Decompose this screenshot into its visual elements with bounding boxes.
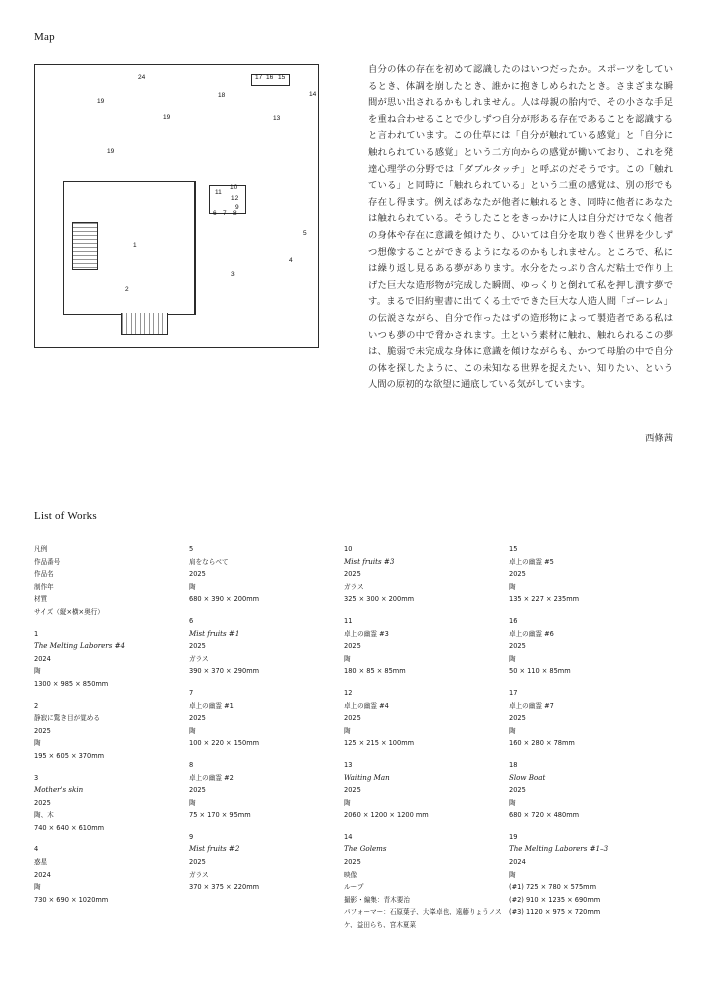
work-detail-line: 2025 bbox=[189, 642, 206, 651]
work-detail-line: 惑星 bbox=[34, 858, 48, 867]
work-detail-line: 125 × 215 × 100mm bbox=[344, 739, 415, 748]
work-entry-15 bbox=[509, 543, 674, 606]
work-detail-line: 陶 bbox=[34, 739, 41, 748]
essay-signature: 西條茜 bbox=[645, 433, 673, 444]
map-marker-19: 19 bbox=[163, 114, 171, 121]
works-column-1 bbox=[34, 543, 189, 941]
work-number: 13 bbox=[344, 760, 353, 769]
work-detail-line: 卓上の幽霊 #2 bbox=[189, 773, 234, 782]
work-detail-line: 2025 bbox=[509, 570, 526, 579]
work-detail-line: Mist fruits #3 bbox=[344, 556, 395, 566]
work-detail-line: パフォーマー：石原葉子、大峯卓也、遠藤りょうノスケ、益田らち、宮木夏菜 bbox=[344, 908, 502, 930]
work-number: 17 bbox=[509, 688, 518, 697]
work-number: 10 bbox=[344, 545, 353, 553]
work-entry-4 bbox=[34, 843, 189, 906]
work-detail-line: ガラス bbox=[344, 582, 364, 591]
work-detail-line: 陶 bbox=[189, 726, 196, 735]
work-detail-line: The Melting Laborers #1–3 bbox=[509, 844, 609, 854]
work-detail-line: Mist fruits #1 bbox=[189, 628, 240, 638]
work-number: 6 bbox=[189, 616, 194, 625]
work-detail-line: 135 × 227 × 235mm bbox=[509, 595, 580, 604]
work-detail-line: 凡例 bbox=[34, 545, 48, 553]
work-detail-line: 680 × 720 × 480mm bbox=[509, 811, 580, 820]
work-number: 3 bbox=[34, 773, 39, 782]
work-detail-line: 2025 bbox=[509, 642, 526, 651]
work-detail-line: 2025 bbox=[344, 858, 361, 867]
work-detail-line: 2025 bbox=[189, 570, 206, 579]
work-detail-line: 2025 bbox=[344, 786, 361, 795]
work-detail-line: 75 × 170 × 95mm bbox=[189, 811, 251, 820]
work-detail-line: 映像 bbox=[344, 870, 358, 879]
map-marker-5: 5 bbox=[303, 230, 307, 237]
work-detail-line: サイズ（縦×横×奥行） bbox=[34, 607, 104, 616]
work-detail-line: 陶、木 bbox=[34, 811, 54, 820]
map-marker-16: 16 bbox=[266, 74, 274, 81]
work-detail-line: 680 × 390 × 200mm bbox=[189, 595, 260, 604]
work-number: 5 bbox=[189, 545, 194, 553]
work-number: 11 bbox=[344, 616, 353, 625]
work-number: 2 bbox=[34, 701, 39, 710]
work-entry-12 bbox=[344, 687, 509, 750]
map-marker-14: 14 bbox=[309, 91, 317, 98]
map-floor-plan bbox=[34, 64, 319, 348]
work-entry-9 bbox=[189, 831, 344, 894]
essay-text bbox=[368, 62, 673, 394]
work-number: 8 bbox=[189, 760, 194, 769]
work-entry-19 bbox=[509, 831, 674, 919]
gallery-wall-divider bbox=[195, 181, 196, 315]
work-detail-line: 陶 bbox=[509, 726, 516, 735]
work-detail-line: 陶 bbox=[344, 654, 351, 663]
works-column-2 bbox=[189, 543, 344, 941]
work-number: 7 bbox=[189, 688, 194, 697]
work-detail-line: 制作年 bbox=[34, 582, 54, 591]
work-number: 16 bbox=[509, 616, 518, 625]
map-marker-11: 11 bbox=[215, 189, 222, 196]
essay-body: 自分の体の存在を初めて認識したのはいつだったか。スポーツをしているとき、体調を崩したとき、誰かに抱きしめられたとき。さまざまな瞬間が思い出されるかもしれません。人は母親の胎内で、その小さな手足を重ね合わせることで少しずつ自分が形ある存在であることを認識すると言われています。この仕草には「自分が触れている感覚」と「自分に触れられている感覚」という二方向からの感覚が働いており、これを発達心理学の分野では「ダブルタッチ」と呼ぶのだそうです。この「触れている」と同時に「触れられている」という二重の感覚は、別の形でも存在し得ます。例えばあなたが他者に触れるとき、同時に他者にあなたは触れられている。そうしたことをきっかけに人は自分だけでなく他者の身体や存在に意識を傾けたり、ひいては自分を取り巻く世界を少しずつ想像することができるようになるのかもしれません。ところで、私には繰り返し見るある夢があります。水分をたっぷり含んだ粘土で作り上げた巨大な造形物が完成した瞬間、ゆっくりと倒れて私を押し潰す夢です。まるで旧約聖書に出てくる土でできた巨大な人造人間「ゴーレム」の伝説さながら、自分で作ったはずの造形物によって製造者である私はいつも夢の中で脅かされます。土という素材に触れ、触れられるこの夢は、脆弱で未完成な身体に意識を傾けながらも、かつて母胎の中で自分の体を探したように、この未知なる世界を捉えたい、知りたい、という人間の原初的な欲望に通底している気がしています。 bbox=[368, 64, 673, 391]
work-detail-line: (#2) 910 × 1235 × 690mm bbox=[509, 895, 601, 904]
work-detail-line: 100 × 220 × 150mm bbox=[189, 739, 260, 748]
work-entry-18 bbox=[509, 759, 674, 822]
work-detail-line: 陶 bbox=[509, 798, 516, 807]
map-marker-24: 24 bbox=[138, 74, 146, 81]
work-detail-line: 1300 × 985 × 850mm bbox=[34, 679, 109, 688]
work-detail-line: 陶 bbox=[189, 582, 196, 591]
work-detail-line: 2025 bbox=[189, 714, 206, 723]
work-detail-line: ガラス bbox=[189, 654, 209, 663]
work-detail-line: 卓上の幽霊 #4 bbox=[344, 701, 389, 710]
work-entry-8 bbox=[189, 759, 344, 822]
work-number: 1 bbox=[34, 629, 39, 638]
work-detail-line: 730 × 690 × 1020mm bbox=[34, 895, 109, 904]
works-column-3 bbox=[344, 543, 509, 941]
map-marker-9: 9 bbox=[235, 204, 239, 211]
work-detail-line: 陶 bbox=[344, 798, 351, 807]
work-detail-line: 390 × 370 × 290mm bbox=[189, 667, 260, 676]
work-number: 14 bbox=[344, 832, 353, 841]
work-detail-line: 2024 bbox=[509, 858, 526, 867]
map-marker-12: 12 bbox=[231, 195, 239, 202]
work-detail-line: 2025 bbox=[34, 726, 51, 735]
work-detail-line: 2025 bbox=[189, 786, 206, 795]
work-detail-line: 陶 bbox=[34, 883, 41, 892]
map-marker-6: 6 bbox=[213, 210, 217, 217]
work-detail-line: 2025 bbox=[189, 858, 206, 867]
work-detail-line: ガラス bbox=[189, 870, 209, 879]
work-detail-line: Mist fruits #2 bbox=[189, 844, 240, 854]
work-detail-line: 195 × 605 × 370mm bbox=[34, 751, 105, 760]
work-detail-line: Mother's skin bbox=[34, 785, 84, 795]
work-entry-14 bbox=[344, 831, 509, 932]
work-entry-16 bbox=[509, 615, 674, 678]
work-detail-line: 2025 bbox=[509, 786, 526, 795]
map-marker-3: 3 bbox=[231, 271, 235, 278]
work-detail-line: Waiting Man bbox=[344, 772, 390, 782]
map-marker-10: 10 bbox=[230, 184, 238, 191]
work-detail-line: 静寂に驚き目が覚める bbox=[34, 714, 100, 723]
map-section-title: Map bbox=[34, 31, 55, 43]
work-entry-10 bbox=[344, 543, 509, 606]
work-detail-line: 肩をならべて bbox=[189, 557, 229, 566]
work-detail-line: 2025 bbox=[509, 714, 526, 723]
works-section-title: List of Works bbox=[34, 510, 97, 522]
work-detail-line: 陶 bbox=[34, 667, 41, 676]
work-detail-line: (#3) 1120 × 975 × 720mm bbox=[509, 908, 601, 917]
work-detail-line: 2025 bbox=[344, 642, 361, 651]
map-marker-2: 2 bbox=[125, 286, 129, 293]
work-number: 9 bbox=[189, 832, 194, 841]
map-marker-7: 7 bbox=[223, 210, 227, 217]
work-number: 12 bbox=[344, 688, 353, 697]
work-detail-line: 作品名 bbox=[34, 570, 54, 579]
work-detail-line: 2025 bbox=[344, 570, 361, 579]
work-detail-line: 卓上の幽霊 #6 bbox=[509, 629, 554, 638]
stairs-left bbox=[72, 222, 98, 270]
work-detail-line: 卓上の幽霊 #7 bbox=[509, 701, 554, 710]
work-detail-line: 50 × 110 × 85mm bbox=[509, 667, 571, 676]
work-detail-line: 2024 bbox=[34, 870, 51, 879]
map-marker-4: 4 bbox=[289, 257, 293, 264]
work-detail-line: The Golems bbox=[344, 844, 387, 854]
works-column-4 bbox=[509, 543, 674, 941]
work-entry-6 bbox=[189, 615, 344, 678]
work-detail-line: 作品番号 bbox=[34, 557, 61, 566]
work-entry-13 bbox=[344, 759, 509, 822]
work-number: 19 bbox=[509, 832, 518, 841]
work-detail-line: ループ bbox=[344, 883, 364, 892]
work-entry-1 bbox=[34, 628, 189, 691]
work-detail-line: 陶 bbox=[509, 654, 516, 663]
work-detail-line: 陶 bbox=[344, 726, 351, 735]
work-entry-11 bbox=[344, 615, 509, 678]
work-detail-line: 陶 bbox=[189, 798, 196, 807]
work-number: 18 bbox=[509, 760, 518, 769]
work-detail-line: (#1) 725 × 780 × 575mm bbox=[509, 883, 596, 892]
work-detail-line: 材質 bbox=[34, 595, 48, 604]
work-detail-line: 卓上の幽霊 #5 bbox=[509, 557, 554, 566]
map-marker-8: 8 bbox=[233, 210, 237, 217]
map-marker-19: 19 bbox=[97, 98, 105, 105]
work-detail-line: 180 × 85 × 85mm bbox=[344, 667, 406, 676]
map-marker-18: 18 bbox=[218, 92, 226, 99]
work-entry-3 bbox=[34, 772, 189, 835]
work-detail-line: Slow Boat bbox=[509, 772, 546, 782]
work-detail-line: 2060 × 1200 × 1200 mm bbox=[344, 811, 429, 820]
works-list bbox=[34, 543, 674, 941]
work-detail-line: 卓上の幽霊 #3 bbox=[344, 629, 389, 638]
work-entry-7 bbox=[189, 687, 344, 750]
map-marker-15: 15 bbox=[278, 74, 286, 81]
works-legend bbox=[34, 543, 189, 619]
map-marker-17: 17 bbox=[255, 74, 263, 81]
work-detail-line: 160 × 280 × 78mm bbox=[509, 739, 575, 748]
map-marker-19: 19 bbox=[107, 148, 115, 155]
work-entry-2 bbox=[34, 700, 189, 763]
work-detail-line: 370 × 375 × 220mm bbox=[189, 883, 260, 892]
work-detail-line: 740 × 640 × 610mm bbox=[34, 823, 105, 832]
work-number: 15 bbox=[509, 545, 518, 553]
work-number: 4 bbox=[34, 845, 39, 854]
work-detail-line: 陶 bbox=[509, 870, 516, 879]
stairs-bottom bbox=[121, 313, 168, 335]
work-detail-line: 陶 bbox=[509, 582, 516, 591]
map-marker-13: 13 bbox=[273, 115, 281, 122]
work-entry-17 bbox=[509, 687, 674, 750]
work-detail-line: 2025 bbox=[344, 714, 361, 723]
map-marker-1: 1 bbox=[133, 242, 137, 249]
work-detail-line: 卓上の幽霊 #1 bbox=[189, 701, 234, 710]
work-detail-line: 2025 bbox=[34, 798, 51, 807]
work-entry-5 bbox=[189, 543, 344, 606]
work-detail-line: 325 × 300 × 200mm bbox=[344, 595, 415, 604]
work-detail-line: The Melting Laborers #4 bbox=[34, 641, 126, 651]
work-detail-line: 2024 bbox=[34, 654, 51, 663]
work-detail-line: 撮影・編集：青木要治 bbox=[344, 895, 410, 904]
